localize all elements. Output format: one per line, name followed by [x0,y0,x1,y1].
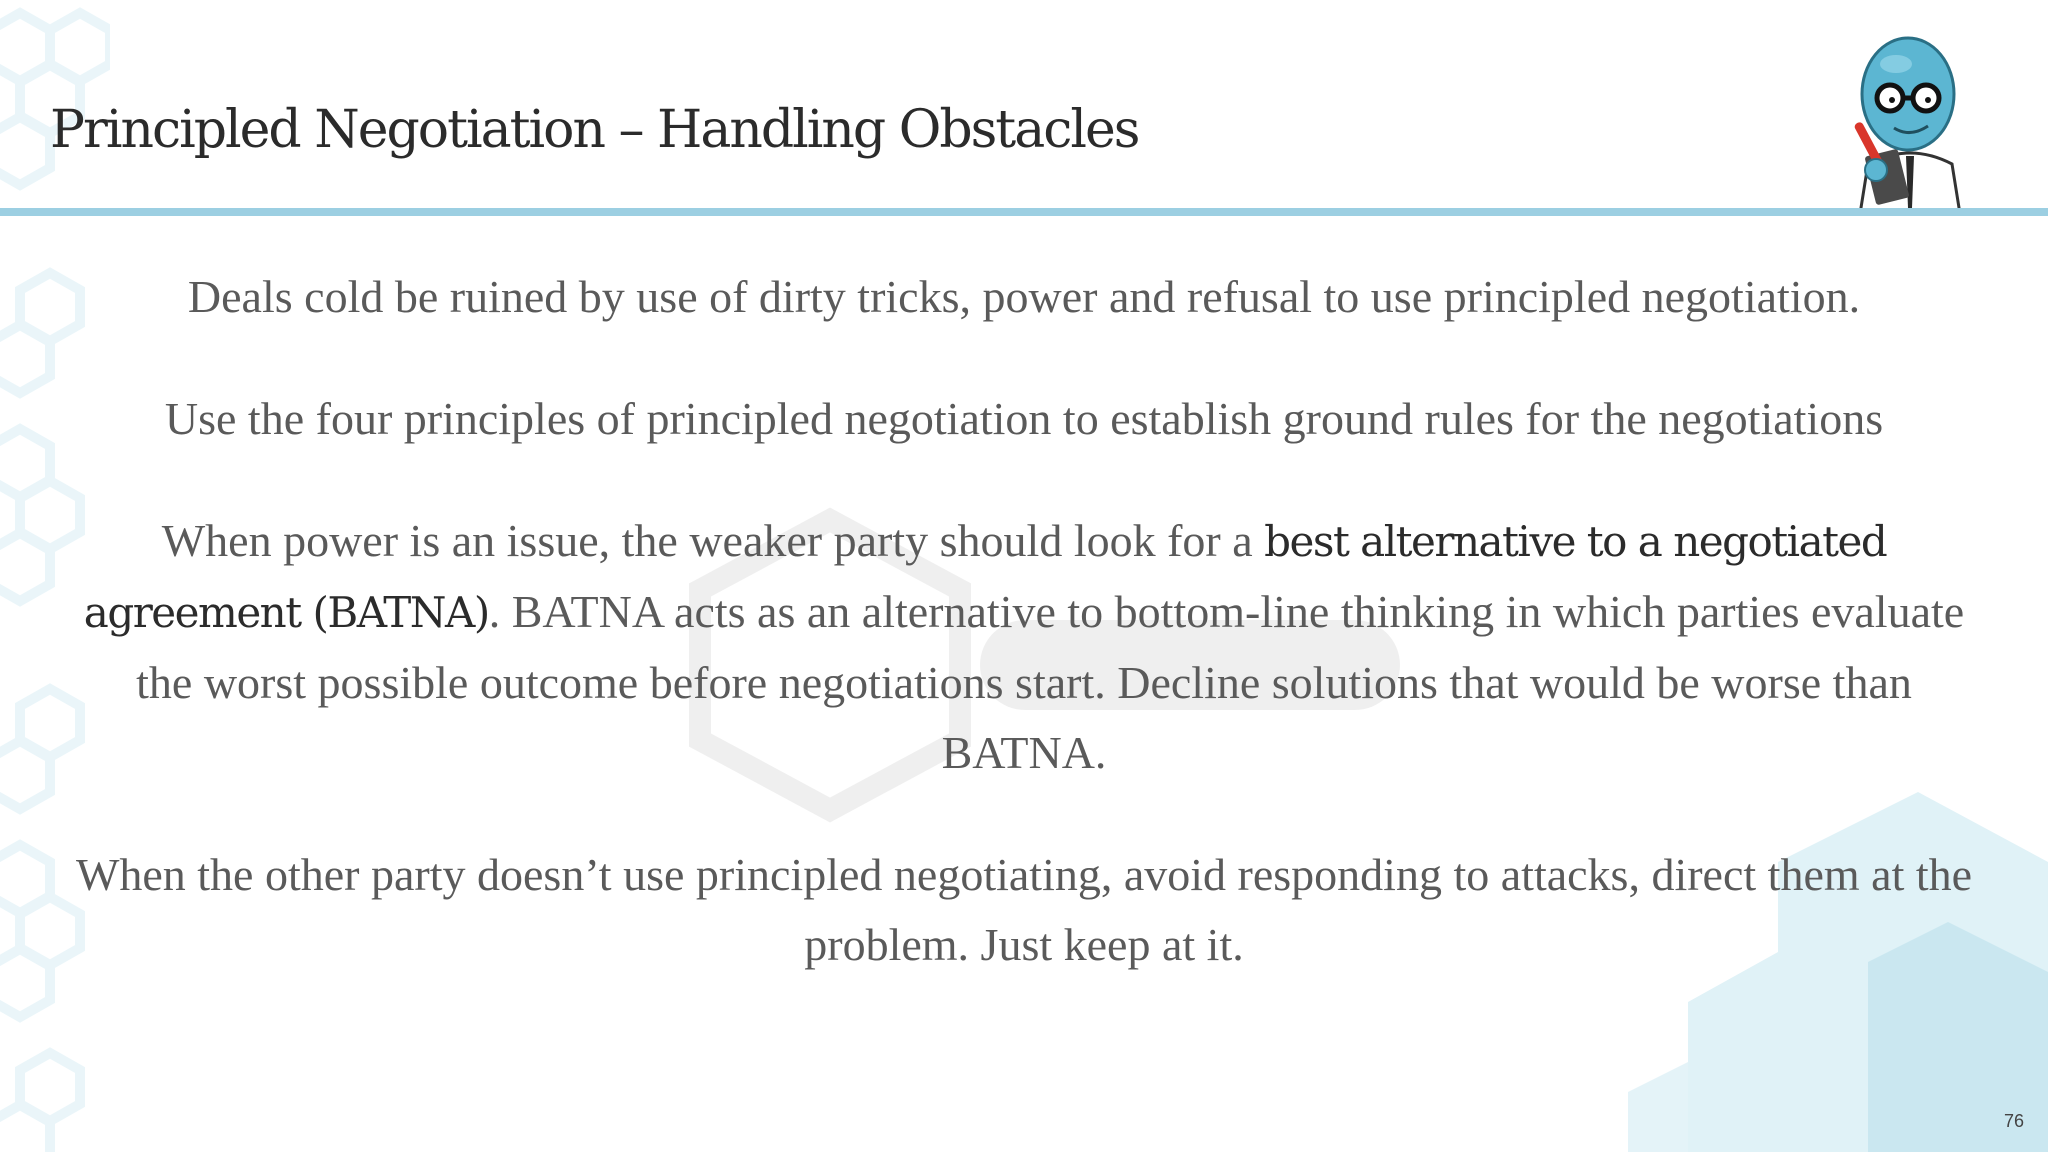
paragraph-other-party [60,840,1988,980]
batna-emphasis: best alternative to a negotiated agreement (BATNA) [83,517,1887,637]
paragraph-dirty-tricks [60,262,1988,332]
slide-body [60,262,1988,1032]
paragraph-text: Deals cold be ruined by use of dirty tricks, power and refusal to use principled negotiation. [187,271,1861,322]
paragraph-text: Use the four principles of principled negotiation to establish ground rules for the negotiations [164,393,1884,444]
cartoon-professor-with-notepad-icon [1840,24,1980,214]
paragraph-batna [60,506,1988,788]
title-divider [0,208,2048,216]
paragraph-text-before: When power is an issue, the weaker party should look for a [161,515,1265,566]
paragraph-four-principles [60,384,1988,454]
paragraph-text: When the other party doesn’t use principled negotiating, avoid responding to attacks, direct them at the problem. Just keep at it. [75,849,1973,970]
paragraph-text-after: . BATNA acts as an alternative to bottom-line thinking in which parties evaluate the worst possible outcome before negotiations start. Decline solutions that would be worse than BATNA. [136,586,1965,778]
slide-title: Principled Negotiation – Handling Obstacles [50,100,1139,160]
page-number: 76 [2003,1111,2024,1131]
